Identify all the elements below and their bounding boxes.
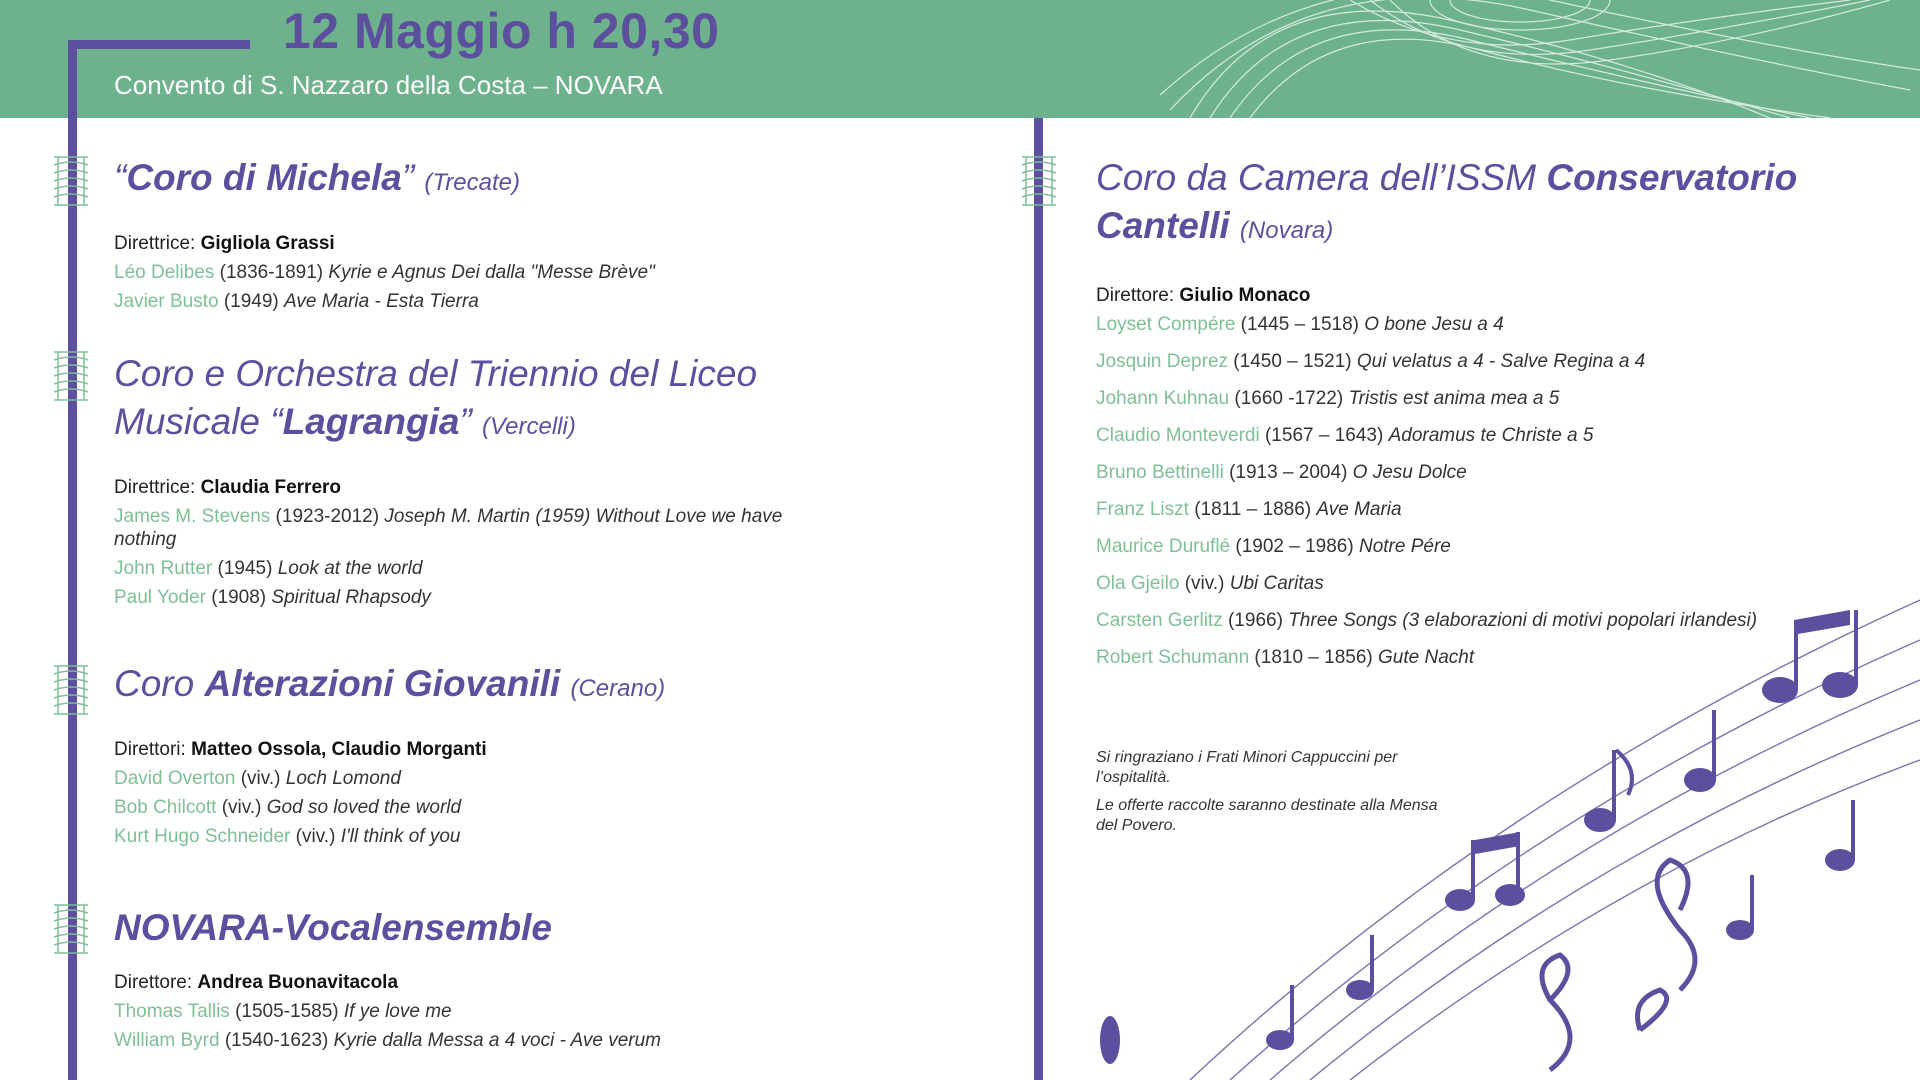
choir-section (114, 350, 834, 615)
choir-title: Coro e Orchestra del Triennio del Liceo Musicale “Lagrangia” (Vercelli) (114, 353, 758, 442)
choir-origin: (Trecate) (424, 169, 520, 196)
choir-section (114, 660, 874, 854)
ornament-icon (50, 350, 92, 402)
ornament-icon (50, 155, 92, 207)
program-item: David Overton (viv.) Loch Lomond (114, 768, 401, 789)
choir-origin: (Cerano) (570, 675, 666, 702)
director-line: Direttore: Andrea Buonavitacola (114, 972, 399, 993)
program-item: Franz Liszt (1811 – 1886) Ave Maria (1096, 499, 1402, 520)
program-item: Johann Kuhnau (1660 -1722) Tristis est anima mea a 5 (1096, 388, 1560, 409)
choir-title: Coro Alterazioni Giovanili (Cerano) (114, 663, 666, 704)
program-item: Léo Delibes (1836-1891) Kyrie e Agnus Dei dalla "Messe Brève" (114, 262, 655, 283)
program-item: Josquin Deprez (1450 – 1521) Qui velatus a 4 - Salve Regina a 4 (1096, 351, 1646, 372)
program-list (114, 505, 834, 609)
program-item: Kurt Hugo Schneider (viv.) I'll think of you (114, 826, 461, 847)
frame-line-top (68, 40, 250, 49)
thanks-line: Le offerte raccolte saranno destinate alla Mensa del Povero. (1096, 797, 1438, 834)
column-divider (1034, 118, 1043, 1080)
choir-section (114, 904, 874, 1058)
program-item: Loyset Compére (1445 – 1518) O bone Jesu a 4 (1096, 314, 1504, 335)
ornament-icon (50, 664, 92, 716)
director-line: Direttore: Giulio Monaco (1096, 285, 1311, 306)
program-item: Carsten Gerlitz (1966) Three Songs (3 elaborazioni di motivi popolari irlandesi) (1096, 610, 1758, 631)
program-list (114, 1000, 874, 1052)
ornament-icon (50, 903, 92, 955)
program-item: Claudio Monteverdi (1567 – 1643) Adoramus te Christe a 5 (1096, 425, 1594, 446)
choir-title: Coro da Camera dell’ISSM Conservatorio Cantelli (Novara) (1096, 157, 1798, 246)
program-item: Ola Gjeilo (viv.) Ubi Caritas (1096, 573, 1324, 594)
program-item: Bob Chilcott (viv.) God so loved the world (114, 797, 462, 818)
choir-section (114, 154, 874, 319)
program-item: Paul Yoder (1908) Spiritual Rhapsody (114, 587, 431, 608)
spiral-decoration (1150, 0, 1920, 118)
program-item: Thomas Tallis (1505-1585) If ye love me (114, 1001, 452, 1022)
choir-origin: (Vercelli) (482, 413, 576, 440)
header-band (0, 0, 1920, 118)
program-item: Robert Schumann (1810 – 1856) Gute Nacht (1096, 647, 1475, 668)
director-line: Direttori: Matteo Ossola, Claudio Morganti (114, 739, 487, 760)
program-item: Bruno Bettinelli (1913 – 2004) O Jesu Dolce (1096, 462, 1467, 483)
choir-title: NOVARA-Vocalensemble (114, 907, 552, 948)
thanks-note (1096, 748, 1456, 844)
program-item: John Rutter (1945) Look at the world (114, 558, 423, 579)
director-line: Direttrice: Claudia Ferrero (114, 477, 342, 498)
program-item: Javier Busto (1949) Ave Maria - Esta Tierra (114, 291, 479, 312)
event-venue: Convento di S. Nazzaro della Costa – NOVARA (114, 70, 663, 100)
choir-title: “Coro di Michela” (Trecate) (114, 157, 520, 198)
event-date: 12 Maggio h 20,30 (283, 3, 720, 59)
ornament-icon (1018, 155, 1060, 207)
program-list (114, 767, 874, 848)
program-item: William Byrd (1540-1623) Kyrie dalla Messa a 4 voci - Ave verum (114, 1030, 661, 1051)
program-item: James M. Stevens (1923-2012) Joseph M. Martin (1959) Without Love we have nothing (114, 506, 783, 550)
thanks-line: Si ringraziano i Frati Minori Cappuccini per l’ospitalità. (1096, 749, 1398, 786)
program-list (114, 261, 874, 313)
choir-origin: (Novara) (1239, 217, 1334, 244)
program-item: Maurice Duruflé (1902 – 1986) Notre Pére (1096, 536, 1451, 557)
director-line: Direttrice: Gigliola Grassi (114, 233, 335, 254)
